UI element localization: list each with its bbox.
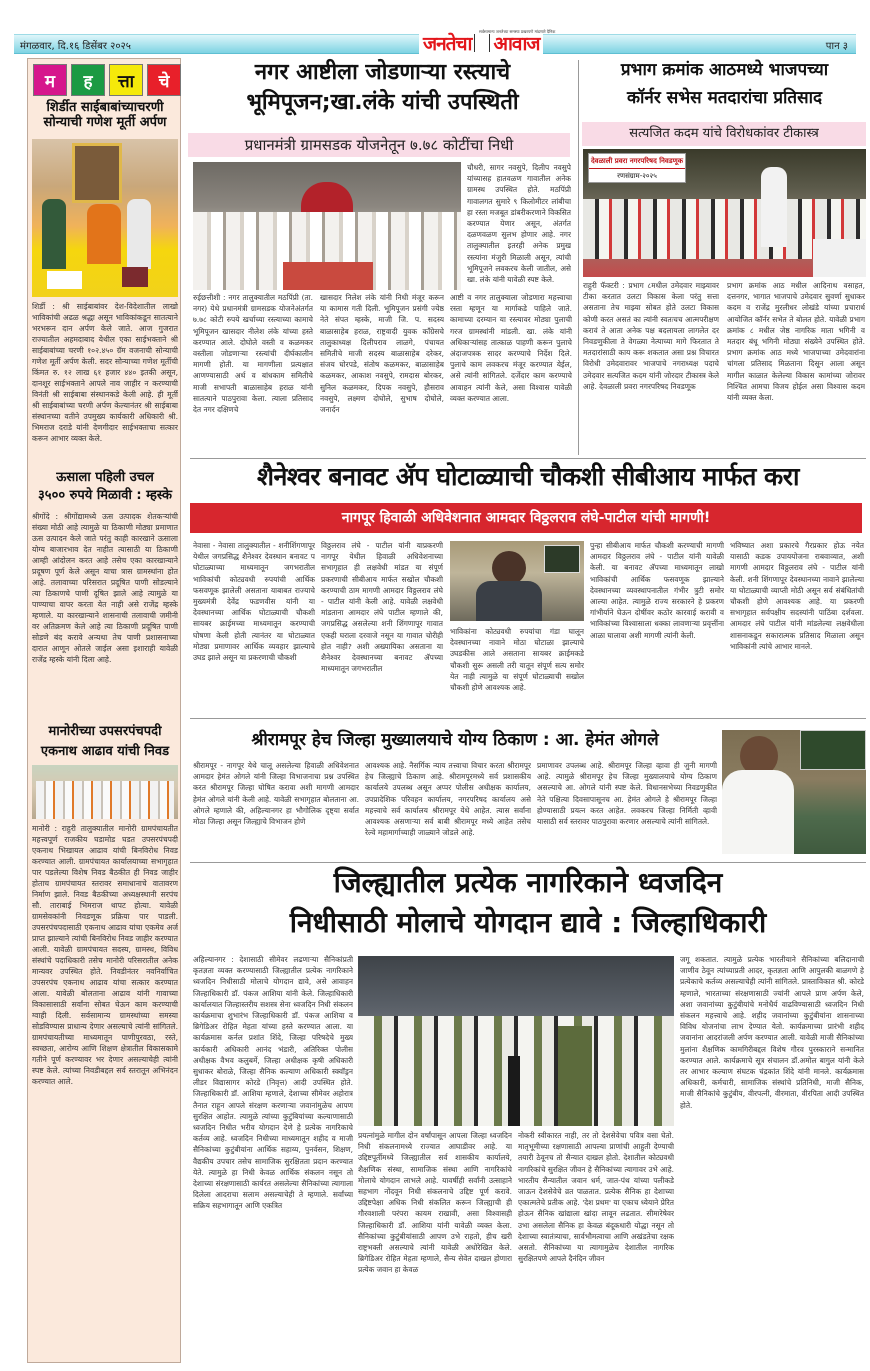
section-letter-box: ह	[71, 64, 105, 96]
section-divider	[190, 458, 866, 459]
headline-ward-line2: कॉर्नर सभेस मतदारांचा प्रतिसाद	[626, 88, 823, 108]
page-number: पान ३	[825, 41, 848, 52]
photo-label-box	[588, 153, 686, 183]
road-col-2: खासदार निलेश लंके यांनी निधी मंजूर करून या कामास गती दिली. भूमिपूजन प्रसंगी ज्येष्ठ नेते संपत म्हस्के, माजी जि. प. सदस्य बाळासाहेब हराळ, राष्ट्रवादी युवक कॉंग्रेसचे तालुकाध्यक्ष दिलीपराव लाळगे, पंचायत समितीचे माजी सदस्य बाळासाहेब दरेकर, संजय घोरपडे, संतोष कळमकर, बाळासाहेब कळमकर, आकाश नवसुपे, रामदास बोरकर, सुनिल कळमकर, दिपक नवसुपे, हौसराव नवसुपे, लक्ष्मण दोघोले, सुभाष दोघोले, जनार्दन	[320, 293, 444, 415]
road-col-1: रुईछत्तीशी : नगर तालुक्यातील मठपिंप्री (ता. नगर) येथे प्रधानमंत्री ग्रामसडक योजनेअंतर्गत ७.७८ कोटी रुपये खर्चाच्या रस्त्याच्या कामाचे भूमिपूजन खासदार नीलेश लंके यांच्या हस्ते करण्यात आले. दोघोले वस्ती व कळमकर वस्तीला जोडणाऱ्या रस्त्यांची दीर्घकालीन मागणी होती. या मागणीला प्रत्यक्षात आणण्यासाठी अर्थ व बांधकाम समितीचे माजी सभापती बाळासाहेब हराळ यांनी सातत्याने पाठपुरावा केला. त्याला प्रतिसाद देत नगर दक्षिणचे	[193, 293, 313, 415]
shrirampur-col-2: आवश्यक आहे. नैसर्गिक न्याय तत्त्वाचा विचार करता श्रीरामपूर हेच जिल्ह्याचे ठिकाण आहे. श्रीरामपूरमध्ये सर्व प्रशासकीय कार्यालये उपलब्ध असून अप्पर पोलीस अधीक्षक कार्यालय, उपप्रादेशिक परिवहन कार्यालय, नगरपरिषद कार्यालय असे महत्त्वाचे सर्व कार्यालय श्रीरामपूर येथे आहेत. त्यास सर्वांना आवश्यक असणाऱ्या सर्व बाबी श्रीरामपूर मध्ये आहेत तसेच रेल्वे महामार्गाच्याही जाळ्याने जोडले आहे.	[365, 761, 531, 838]
shrirampur-col-3: प्रमाणावर उपलब्ध आहे. श्रीरामपूर जिल्हा व्हावा ही जुनी मागणी आहे. त्यामुळे श्रीरामपूर हेच जिल्हा मुख्यालयाचे योग्य ठिकाण असल्याचे आ. ओगले यांनी स्पष्ट केले. विधानसभेच्या निवडणुकीत नेते पक्षित्या दिवसापासूनच आ. हेमंत ओगले हे श्रीरामपूर जिल्हा होण्यासाठी प्रयत्न करत आहेत. लवकरच जिल्हा निर्मिती व्हावी यासाठी सर्व स्तरावर पाठपुरावा करणार असल्याचे त्यांनी सांगितले.	[537, 761, 717, 827]
story-headline: ३५०० रुपये मिळावी : म्हस्के	[38, 488, 172, 503]
photo-ganesh-idol-offering	[32, 139, 178, 297]
headline-road-line1: नगर आष्टीला जोडणाऱ्या रस्त्याचे	[254, 60, 511, 85]
section-letter-box: म	[33, 64, 67, 96]
cbi-col-2: विठ्ठलराव लंघे - पाटील यांनी याप्रकरणी नागपूर येथील हिवाळी अधिवेशनाच्या सभागृहात ही लक्षवेधी मांडत या संपूर्ण प्रकरणाची सीबीआय मार्फत सखोल चौकशी करण्याची ठाम मागणी आमदार विठ्ठलराव लंघे - पाटील यांनी केली आहे. यावेळी लक्षवेधी मांडताना आमदार लंघे पाटील म्हणाले की, जगप्रसिद्ध असलेल्या शनी शिंगणापूर गावात एकही घराला दरवाजे नसून या गावात चोरीही होत नाही? अशी अख्यायिका असताना या शैनेश्वर देवस्थानच्या बनावट ॲपच्या माध्यमातून जगभरातील	[321, 541, 443, 674]
ward-col-1: राहुरी फॅक्टरी : प्रभाग ८मधील उमेदवार माझ्यावर टीका करतात उलटा विकास केला परंतु सत्ता असताना तेच माझ्या सोबत होते उलटा विकास कोणी करत असतं का त्यांनी स्वतःचच आत्मपरीक्षण करावं ते आता अनेक पक्ष बदलायला लागलेत दर निवडणुकीला ते वेगळ्या नेत्याच्या मागे फिरतात ते मतदारांसाठी काय करू शकतात असा प्रश्न विचारत विरोधी उमेदवारावर भाजपाचे नगराध्यक्ष पदाचे उमेदवार सत्यजित कदम यांनी जोरदार टीकास्त्र केले आहे. देवळाली प्रवरा नगरपरिषद निवडणूक	[583, 281, 719, 391]
left-column-mahattache	[27, 58, 181, 1363]
cbi-col-3: भाविकांना कोट्यवधी रुपयांचा गंडा घालून देवस्थानच्या नावाने मोठा घोटाळा झाल्याचे उघडकीस आले असताना सायबर क्राईमकडे चौकशी सुरू असली तरी यातून संपूर्ण सत्य समोर येत नाही त्यामुळे या संपूर्ण घोटाळ्याची सखोल चौकशी होणे आवश्यक आहे.	[450, 627, 584, 693]
flagday-col-1: अहिल्यानगर : देशासाठी सीमेवर लढणाऱ्या सैनिकांप्रती कृतज्ञता व्यक्त करण्यासाठी जिल्ह्यातील प्रत्येक नागरिकाने ध्वजदिन निधीसाठी मोलाचे योगदान द्यावे, असे आवाहन जिल्हाधिकारी डॉ. पंकज आशिया यांनी केले. जिल्हाधिकारी कार्यालयात जिल्हास्तरीय सशस्त्र सेना ध्वजदिन निधी संकलन कार्यक्रमाचा शुभारंभ जिल्हाधिकारी डॉ. पंकज आशिया व ब्रिगेडिअर रोहित मेहता यांच्या हस्ते करण्यात आला. या कार्यक्रमास कर्नल प्रशांत शिंदे, जिल्हा परिषदेचे मुख्य कार्यकारी अधिकारी आनंद भंडारी, अतिरिक्त पोलीस अधीक्षक वैभव कलुबर्मे, जिल्हा अधीक्षक कृषी अधिकारी सुधाकर बोराळे, जिल्हा सैनिक कल्याण अधिकारी स्क्वॉड्रन लीडर विद्यासागर कोरडे (निवृत्त) आदी उपस्थित होते. जिल्हाधिकारी डॉ. आशिया म्हणाले, देशाच्या सीमेवर अहोरात्र तैनात राहून आपले संरक्षण करणाऱ्या जवानांमुळेच आपण सुरक्षित आहोत. त्यामुळे त्यांच्या कुटुंबियांच्या कल्याणासाठी ध्वजदिन निधीत भरीव योगदान देणे हे प्रत्येक नागरिकाचे कर्तव्य आहे. ध्वजदिन निधीच्या माध्यमातून शहीद व माजी सैनिकांच्या कुटुंबीयांना आर्थिक सहाय्य, पुनर्वसन, शिक्षण, वैद्यकीय उपचार तसेच सामाजिक सुरक्षितता प्रदान करण्यात येते. त्यामुळे हा निधी केवळ आर्थिक संकलन नसून तो देशाच्या संरक्षणासाठी कार्यरत असलेल्या सैनिकांच्या त्यागाला दिलेला आदराचा सलाम असल्याचेही ते म्हणाले. सर्वांच्या सक्रिय सहभागातून आणि एकत्रित	[193, 955, 353, 1211]
photo-flagday-event	[358, 956, 674, 1126]
story-body: श्रीगोंदे : श्रीगोंद्यामध्ये ऊस उत्पादक शेतकऱ्यांची संख्या मोठी आहे त्यामुळे या ठिकाणी मोठ्या प्रमाणात ऊस उत्पादन केले जाते परंतु काही कारखाने ऊसाला योग्य बाजारभाव देत नाहीत त्यासाठी या ठिकाणी आम्ही आंदोलन करत आहे तसेच एका कारखान्याने प्रदूषण पूर्ण केले असून याचा त्रास ग्रामस्थांना होत आहे. तलावाच्या परिसरात प्रदूषित पाणी सोडल्याने त्या ठिकाणचे पाणी दूषित झाले आहे त्यामुळे या पाण्याचा वापर करता येत नाही असे राजेंद्र म्हस्के म्हणाले. या कारखान्याने शासनाची तलावाची जमीनी वर अतिक्रमण केले आहे त्या ठिकाणी प्रदूषित पाणी सोडणे बंद करावे अन्यथा तेच पाणी प्रशासनाच्या दारात आणून ओतले जाईल असा इशाराही यावेळी राजेंद्र म्हस्के यांनी दिला आहे.	[32, 512, 178, 664]
section-letter-box: त्ता	[109, 64, 143, 96]
photo-label-sub: रणसंग्राम-२०२५	[617, 172, 657, 180]
logo-emblem-icon	[474, 34, 490, 52]
headline-flagday-line2: निधीसाठी मोलाचे योगदान द्यावे : जिल्हाधिकारी	[289, 906, 767, 939]
photo-label-title: देवळाली प्रवरा नगरपरिषद निवडणूक	[589, 154, 685, 169]
cbi-col-4: पुन्हा सीबीआय मार्फत चौकशी करण्याची मागणी आमदार विठ्ठलराव लंघे - पाटील यांनी यावेळी केली. या बनावट ॲपच्या माध्यमातून लाखो भाविकांची आर्थिक फसवणूक झाल्याने देवस्थानच्या व्यवस्थापनातील गंभीर त्रुटी समोर आल्या आहेत. त्यामुळे राज्य सरकारने हे प्रकरण गांभीर्याने घेऊन दोषींवर कठोर कारवाई करावी व भाविकांच्या विश्वासाला धक्का लावणाऱ्या प्रवृत्तींना आळा घालावा अशी मागणी त्यांनी केली.	[590, 541, 724, 640]
section-divider	[190, 862, 866, 863]
logo-tagline: सर्वसामान्य जनतेच्या समस्या प्रखरपणे मांडणारे दैनिक	[479, 29, 556, 34]
masthead-bar	[14, 29, 856, 55]
newspaper-logo	[419, 28, 556, 58]
headline-road-line2: भूमिपूजन;खा.लंके यांची उपस्थिती	[246, 90, 519, 115]
road-side-text: चौधरी, सागर नवसुपे, दिलीप नवसुपे यांच्यासह हातवळण गावातील अनेक ग्रामस्थ उपस्थित होते. मठपिंप्री गावालगत सुमारे ९ किलोमीटर लांबीचा हा रस्ता मजबूत डांबरीकरणाने विकसित करण्यात येणार असून, अंतर्गत दळणवळण सुलभ होणार आहे. नगर तालुक्यातील इतरही अनेक प्रमुख रस्त्यांना मंजुरी मिळाली असून, त्यांची भूमिपूजने लवकरच केली जातील, असे खा. लंके यांनी यावेळी स्पष्ट केले.	[467, 163, 571, 285]
flagday-col-4: जगू शकतात. त्यामुळे प्रत्येक भारतीयाने सैनिकांच्या बलिदानाची जाणीव ठेवून त्यांच्याप्रती आदर, कृतज्ञता आणि आपुलकी बाळगणे हे प्रत्येकाचे कर्तव्य असल्याचेही त्यांनी सांगितले. प्रास्ताविकात श्री. कोरडे म्हणाले, भारताच्या संरक्षणासाठी ज्यांनी आपले प्राण अर्पण केले, अशा जवानांच्या कुटुंबीयांचे मनोधैर्य वाढविण्यासाठी ध्वजदिन निधी संकलन महत्त्वाचे आहे. शहीद जवानांच्या कुटुंबीयांना शासनाच्या विविध योजनांचा लाभ देण्यात येतो. कार्यक्रमाच्या प्रारंभी शहीद जवानांना आदरांजली अर्पण करण्यात आली. यावेळी माजी सैनिकांच्या मुलांना शैक्षणिक कामगिरीबद्दल विशेष गौरव पुरस्काराने सन्मानित करण्यात आले. कार्यक्रमाचे सूत्र संचालन डॉ.अमोल बागुल यांनी केले तर आभार कल्याण संघटक चंद्रकांत शिंदे यांनी मानले. कार्यक्रमास अधिकारी, कर्मचारी, सामाजिक संस्थांचे प्रतिनिधी, माजी सैनिक, माजी सैनिकांचे कुटुंबीय, वीरपत्नी, वीरमाता, वीरपिता आदी उपस्थित होते.	[680, 955, 864, 1110]
logo-word-right: आवाज	[493, 33, 540, 55]
section-letter-box: चे	[147, 64, 181, 96]
section-divider	[190, 718, 866, 719]
cbi-col-5: भविष्यात अशा प्रकारचे गैरप्रकार होऊ नयेत यासाठी कडक उपाययोजना राबवाव्यात, अशी मागणी आमदार विठ्ठलराव लंघे - पाटील यांनी केली. शनी शिंगणापूर देवस्थानच्या नावाने झालेल्या या घोटाळ्याची व्याप्ती मोठी असून सर्व संबंधितांची चौकशी होणे आवश्यक आहे. या प्रकरणी सभागृहात सर्वपक्षीय सदस्यांनी पाठिंबा दर्शवला. आमदार लंघे पाटील यांनी मांडलेल्या लक्षवेधीला शासनाकडून सकारात्मक प्रतिसाद मिळाला असून भाविकांनी त्यांचे आभार मानले.	[730, 541, 864, 651]
photo-mla-langhe	[450, 541, 584, 621]
story-headline: ऊसाला पहिली उचल	[56, 470, 154, 485]
headline-shrirampur: श्रीरामपूर हेच जिल्हा मुख्यालयाचे योग्य ठिकाण : आ. हेमंत ओगले	[251, 730, 659, 750]
photo-manori-group	[32, 765, 178, 819]
story-body: मानोरी : राहुरी तालुक्यातील मानोरी ग्रामपंचायतीत महत्त्वपूर्ण राजकीय घडामोड घडत उपसरपंचपदी एकनाथ भिखायल आढाव यांची बिनविरोध निवड करण्यात आली. ग्रामपंचायत कार्यालयाच्या सभागृहात पार पडलेल्या विशेष निवड बैठकीत ही निवड जाहीर होताच ग्रामपंचायत स्तरावर समाधानाचे वातावरण निर्माण झाले. निवड बैठकीच्या अध्यक्षस्थानी सरपंच सौ. ताराबाई भिमराज थापट होत्या. यावेळी ग्रामसेवकांनी निवडणूक प्रक्रिया पार पाडली. उपसरपंचपदासाठी एकनाथ आढाव यांचा एकमेव अर्ज प्राप्त झाल्याने त्यांची बिनविरोध निवड जाहीर करण्यात आली. यावेळी ग्रामपंचायत सदस्य, ग्रामस्थ, विविध संस्थांचे पदाधिकारी तसेच मानोरी परिसरातील अनेक मान्यवर उपस्थित होते. निवडीनंतर नवनिर्वाचित उपसरपंच एकनाथ आढाव यांचा सत्कार करण्यात आला. यावेळी बोलताना आढाव यांनी गावाच्या विकासासाठी सर्वांना सोबत घेऊन काम करण्याची ग्वाही दिली. सर्वसामान्य ग्रामस्थांच्या समस्या सोडविण्यास प्राधान्य देणार असल्याचे त्यांनी सांगितले. ग्रामपंचायतीच्या माध्यमातून पाणीपुरवठा, रस्ते, स्वच्छता, आरोग्य आणि शिक्षण क्षेत्रातील विकासकामे गतीने पूर्ण करण्यावर भर देणार असल्याचेही त्यांनी स्पष्ट केले. त्यांच्या निवडीबद्दल सर्व स्तरातून अभिनंदन करण्यात आले.	[32, 824, 178, 1086]
story-headline: एकनाथ आढाव यांची निवड	[40, 744, 170, 759]
road-col-3: आष्टी व नगर तालुक्याला जोडणारा महत्त्वाचा रस्ता म्हणून या मार्गाकडे पाहिले जाते. कामाच्या दरम्यान या रस्त्यावर मोठ्या पुलाची गरज ग्रामस्थांनी मांडली. खा. लंके यांनी अधिकाऱ्यांसह तात्काळ पाहणी करून पुलाचे अंदाजपत्रक सादर करण्याचे निर्देश दिले. पुलाचे काम लवकरच मंजूर करण्यात येईल, असे त्यांनी सांगितले. दर्जेदार काम करण्याचे आवाहन त्यांनी केले, असा विश्वास यावेळी व्यक्त करण्यात आला.	[450, 293, 572, 403]
issue-date: मंगळवार, दि.१६ डिसेंबर २०२५	[20, 41, 131, 52]
flagday-col-3: नोकरी स्वीकारत नाही, तर तो देशसेवेचा पवित्र वसा घेतो. मातृभूमीच्या रक्षणासाठी आपल्या प्राणांची आहुती देण्याची तयारी ठेवूनच तो सैन्यात दाखल होतो. देशातील कोट्यवधी नागरिकांचे सुरक्षित जीवन हे सैनिकांच्या त्यागावर उभे आहे. भारतीय सैन्यातील जवान धर्म, जात-पंथ यांच्या पलीकडे जाऊन देशसेवेचे व्रत पाळतात. प्रत्येक सैनिक हा देशाच्या एकात्मतेचे प्रतीक आहे. 'देश प्रथम' या एकाच ध्येयाने प्रेरित होऊन सैनिक खांद्याला खांदा लावून लढतात. सीमारेषेवर उभा असलेला सैनिक हा केवळ बंदूकधारी योद्धा नसून तो देशाच्या स्वातंत्र्याचा, सार्वभौमत्वाचा आणि अखंडतेचा रक्षक असतो. सैनिकांच्या या त्यागामुळेच देशातील नागरिक सुरक्षितपणे आपले दैनंदिन जीवन	[518, 1131, 674, 1264]
subhead-road: प्रधानमंत्री ग्रामसडक योजनेतून ७.७८ कोटींचा निधी	[188, 133, 570, 157]
story-headline: मानोरीच्या उपसरपंचपदी	[48, 724, 162, 739]
subhead-cbi-band: नागपूर हिवाळी अधिवेशनात आमदार विठ्ठलराव लंघे-पाटील यांची मागणी!	[190, 503, 862, 533]
story-body: शिर्डी : श्री साईबाबांवर देश-विदेशातील लाखो भाविकांची अढळ श्रद्धा असून भाविकांकडून सातत्याने भरभरून दान अर्पण केले जाते. आज गुजरात राज्यातील अहमदाबाद येथील एका साईभक्ताने श्री साईबाबांच्या चरणी १०२.४५० ग्रॅम वजनाची सोन्याची गणेश मूर्ती अर्पण केली. सदर सोन्याच्या गणेश मूर्तीची किंमत रु. १२ लाख ६१ हजार ४४० इतकी असून, दानशूर साईभक्ताने आपले नाव जाहीर न करण्याची विनंती श्री साईबाबा संस्थानकडे केली आहे. ही मूर्ती श्री साईबाबांच्या चरणी अर्पण केल्यानंतर श्री साईबाबा संस्थानच्या वतीने उपमुख्य कार्यकारी अधिकारी श्री. भिमराज दराडे यांनी देणगीदार साईभक्ताचा सत्कार करून आभार व्यक्त केले.	[32, 302, 178, 443]
headline-cbi: शैनेश्वर बनावट ॲप घोटाळ्याची चौकशी सीबीआय मार्फत करा	[257, 462, 799, 491]
column-divider	[578, 60, 579, 455]
ward-col-2: प्रभाग क्रमांक आठ मधील आदिनाथ वसाहत, दत्तनगर, भागात भाजपाचे उमेदवार सुवर्णा सुधाकर कदम व राजेंद्र मुरलीधर लोखंडे यांच्या प्रचारार्थ आयोजित कॉर्नर सभेत ते बोलत होते. यावेळी प्रभाग क्रमांक ८ मधील जेष्ठ नागरिक माता भगिनी व मतदार बंधू भगिनी मोठ्या संख्येने उपस्थित होते. प्रभाग क्रमांक आठ मध्ये भाजपाच्या उमेदवारांना चांगला प्रतिसाद मिळताना दिसून आला असून मागील काळात केलेल्या विकास कामांच्या जोरावर निश्चित आमचा विजय होईल असा विश्वास कदम यांनी व्यक्त केला.	[727, 281, 865, 403]
story-headline: शिर्डीत साईबाबांच्याचरणी सोन्याची गणेश मूर्ती अर्पण	[43, 100, 167, 130]
flagday-col-2: प्रयत्नांमुळे मागील दोन वर्षांपासून आपला जिल्हा ध्वजदिन निधी संकलनामध्ये राज्यात आघाडीवर आहे. या उद्दिष्टपूर्तीमध्ये जिल्ह्यातील सर्व शासकीय कार्यालये, शैक्षणिक संस्था, सामाजिक संस्था आणि नागरिकांचे मोलाचे योगदान लाभले आहे. यावर्षीही सर्वांनी उत्साहाने सहभाग नोंदवून निधी संकलनाचे उद्दिष्ट पूर्ण करावे. उद्दिष्टपेक्षा अधिक निधी संकलित करून जिल्ह्याची ही गौरवशाली परंपरा कायम राखावी, असा विश्वासही जिल्हाधिकारी डॉ. आशिया यांनी यावेळी व्यक्त केला. सैनिकांच्या कुटुंबीयांसाठी आपण उभे राहतो, हीच खरी राष्ट्रभक्ती असल्याचे त्यांनी यावेळी अधोरेखित केले. ब्रिगेडिअर रोहित मेहता म्हणाले, सैन्य सेवेत दाखल होणारा प्रत्येक जवान हा केवळ	[358, 1131, 512, 1275]
headline-ward-line1: प्रभाग क्रमांक आठमध्ये भाजपच्या	[620, 60, 829, 80]
photo-road-bhumipujan	[193, 162, 461, 290]
photo-mla-ogle	[722, 730, 866, 854]
subhead-ward: सत्यजित कदम यांचे विरोधकांवर टीकास्त्र	[582, 122, 866, 146]
logo-word-left: जनतेचा	[423, 33, 472, 55]
cbi-col-1: नेवासा - नेवासा तालुक्यातील - शनीशिंगणापूर येथील जगप्रसिद्ध शैनेश्वर देवस्थान बनावट प घोटाळ्याच्या माध्यमातून जगभरातील भाविकांची कोट्यवधी रुपयांची आर्थिक फसवणूक झालेली असताना याबाबत राज्याचे मुख्यमंत्री देवेंद्र फडणवीस यांनी या देवस्थानच्या आर्थिक घोटाळ्याची चौकशी सायबर क्राईमच्या माध्यमातून करण्याची घोषणा केली होती त्यानंतर या घोटाळ्यात मोठ्या प्रमाणावर आर्थिक व्यवहार झाल्याचे उघड झाले असून या प्रकरणाची चौकशी	[193, 541, 315, 663]
headline-flagday-line1: जिल्ह्यातील प्रत्येक नागरिकाने ध्वजदिन	[333, 866, 723, 899]
shrirampur-col-1: श्रीरामपूर - नागपूर येथे चालू असलेल्या हिवाळी अधिवेशनात आमदार हेमंत ओगले यांनी जिल्हा विभाजनाचा प्रश्न उपस्थित करत श्रीरामपूर जिल्हा घोषित करावा अशी मागणी आमदार हेमंत ओगले यांनी केली आहे. यावेळी सभागृहात बोलताना आ. ओगले म्हणाले की, अहिल्यानगर हा भौगोलिक दृष्ट्या सर्वात मोठा जिल्हा असून जिल्ह्याचे विभाजन होणे	[193, 761, 359, 827]
